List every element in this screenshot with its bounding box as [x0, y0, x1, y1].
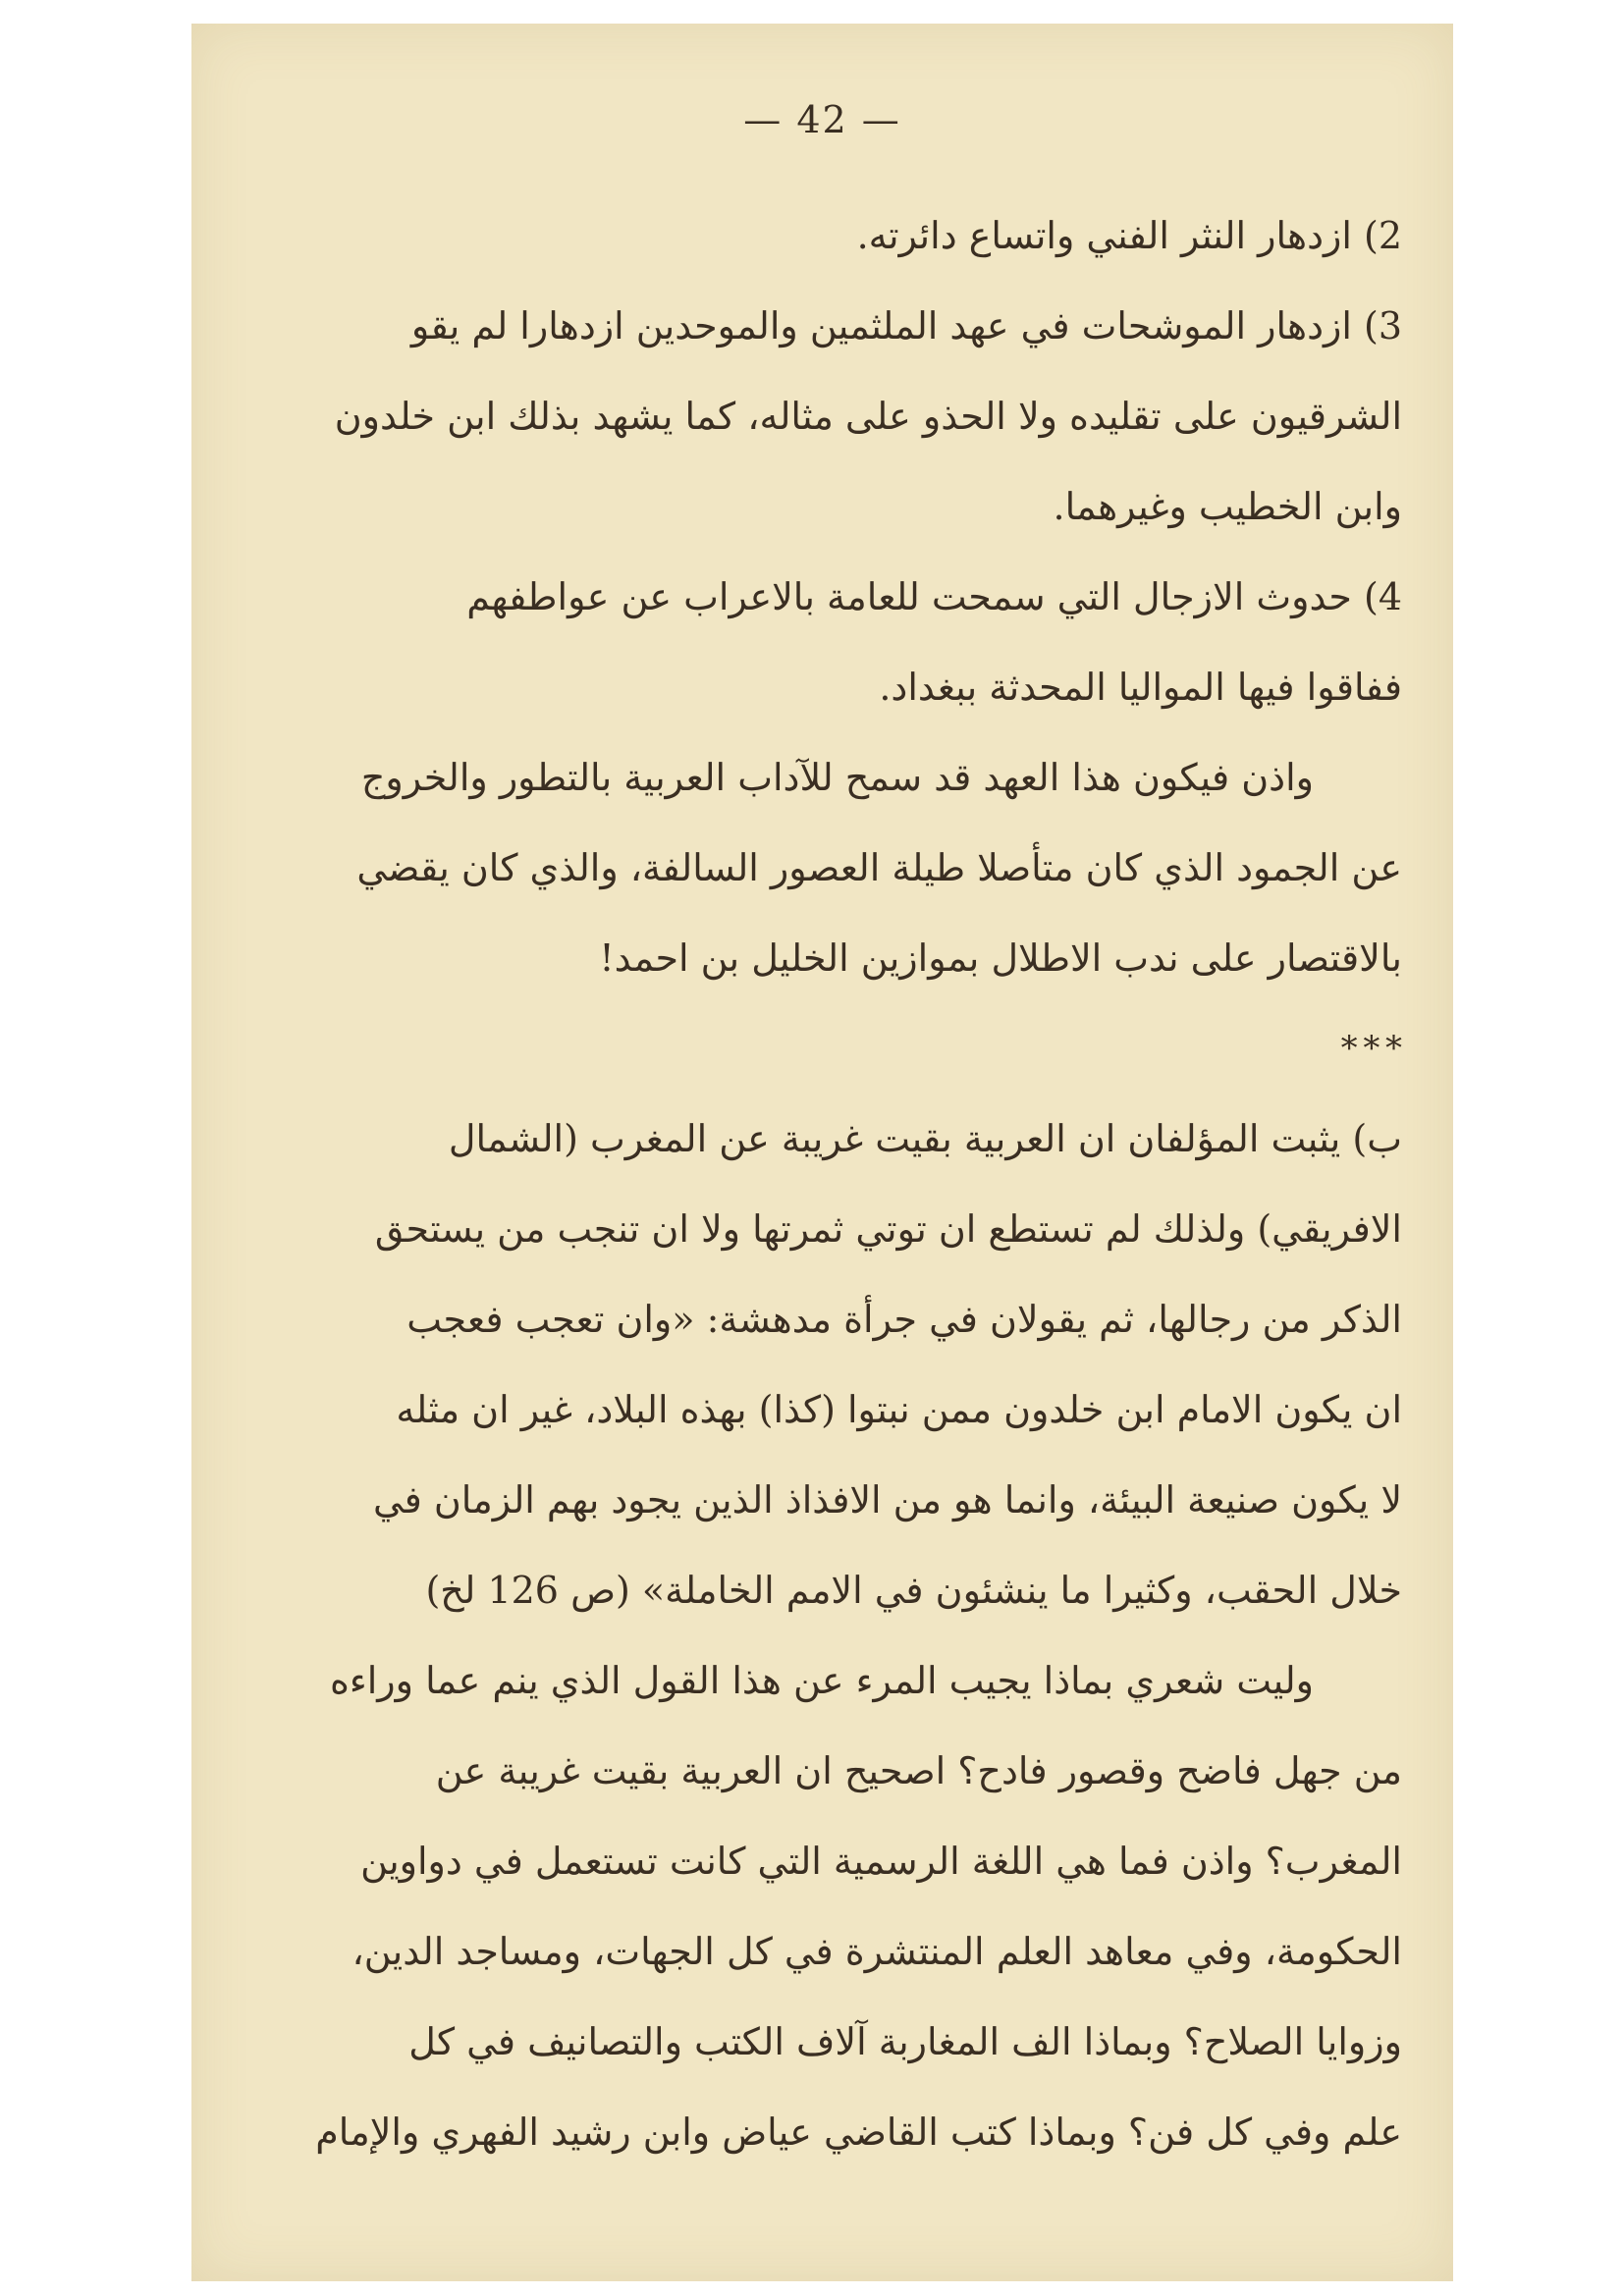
text-line: لا يكون صنيعة البيئة، وانما هو من الافذاذ الذين يجود بهم الزمان في: [372, 1478, 1402, 1522]
text-line: من جهل فاضح وقصور فادح؟ اصحيح ان العربية بقيت غريبة عن: [435, 1749, 1402, 1792]
text-line: ففاقوا فيها المواليا المحدثة ببغداد.: [879, 666, 1402, 709]
text-line: خلال الحقب، وكثيرا ما ينشئون في الامم الخاملة» (ص 126 لخ): [425, 1569, 1402, 1612]
list-item-3: 3) ازدهار الموشحات في عهد الملثمين والموحدين ازدهارا لم يقو: [410, 304, 1402, 347]
text-line: وزوايا الصلاح؟ وبماذا الف المغاربة آلاف الكتب والتصانيف في كل: [408, 2020, 1402, 2063]
text-line: الشرقيون على تقليده ولا الحذو على مثاله، كما يشهد بذلك ابن خلدون: [334, 395, 1402, 438]
list-item-2: 2) ازدهار النثر الفني واتساع دائرته.: [856, 214, 1402, 257]
text-line: عن الجمود الذي كان متأصلا طيلة العصور السالفة، والذي كان يقضي: [356, 846, 1402, 889]
text-line: الحكومة، وفي معاهد العلم المنتشرة في كل الجهات، ومساجد الدين،: [352, 1930, 1402, 1973]
paragraph-start: وليت شعري بماذا يجيب المرء عن هذا القول الذي ينم عما وراءه: [329, 1659, 1314, 1702]
paragraph-start: واذن فيكون هذا العهد قد سمح للآداب العربية بالتطور والخروج: [360, 756, 1314, 799]
page-number: — 42 —: [743, 98, 901, 141]
list-item-4: 4) حدوث الازجال التي سمحت للعامة بالاعراب عن عواطفهم: [466, 575, 1402, 618]
text-line: الذكر من رجالها، ثم يقولان في جرأة مدهشة: «وان تعجب فعجب: [406, 1298, 1402, 1341]
text-line: وابن الخطيب وغيرهما.: [1053, 485, 1402, 528]
book-page: [191, 24, 1453, 2281]
section-b-start: ب) يثبت المؤلفان ان العربية بقيت غريبة عن المغرب (الشمال: [448, 1117, 1402, 1160]
text-line: بالاقتصار على ندب الاطلال بموازين الخليل بن احمد!: [599, 936, 1402, 980]
section-separator: * * *: [1340, 1029, 1402, 1068]
page-body: [223, 190, 1402, 2177]
text-line: علم وفي كل فن؟ وبماذا كتب القاضي عياض وابن رشيد الفهري والإمام: [315, 2110, 1402, 2154]
text-line: الافريقي) ولذلك لم تستطع ان توتي ثمرتها ولا ان تنجب من يستحق: [374, 1207, 1402, 1251]
text-line: المغرب؟ واذن فما هي اللغة الرسمية التي كانت تستعمل في دواوين: [360, 1840, 1402, 1883]
text-line: ان يكون الامام ابن خلدون ممن نبتوا (كذا) بهذه البلاد، غير ان مثله: [396, 1388, 1402, 1431]
